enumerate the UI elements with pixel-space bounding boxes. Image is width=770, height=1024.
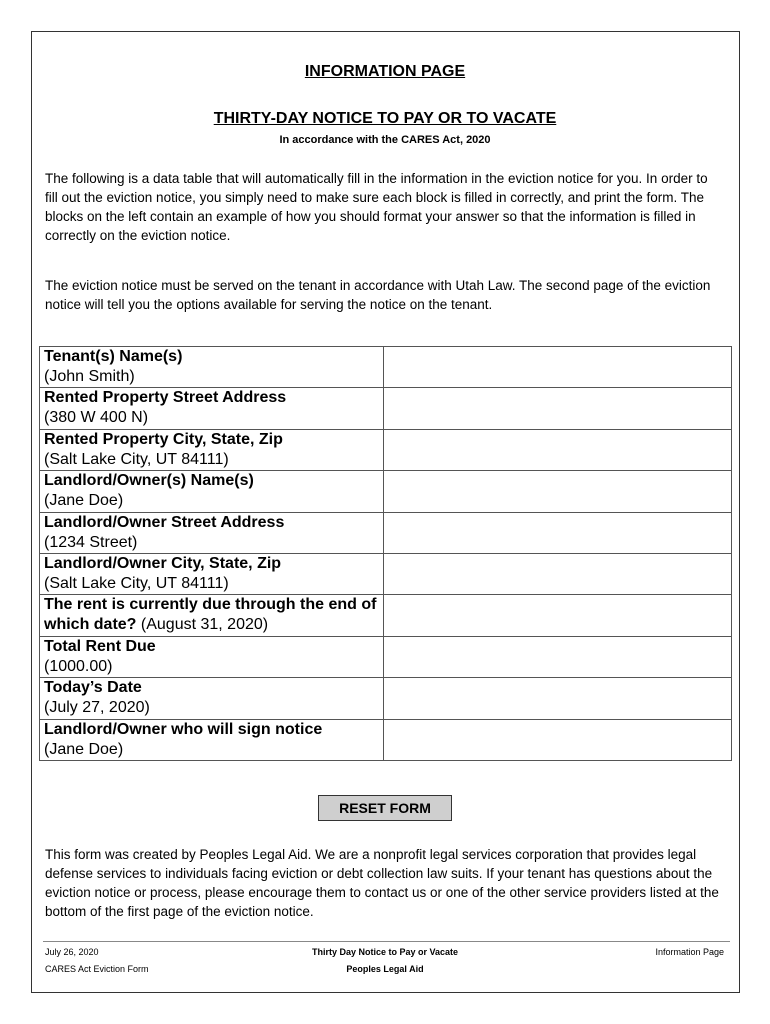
row-label-cell bbox=[40, 678, 384, 719]
info-table bbox=[39, 346, 732, 761]
row-label-cell bbox=[40, 636, 384, 677]
field-label: Landlord/Owner(s) Name(s) bbox=[44, 472, 254, 490]
field-example: (Jane Doe) bbox=[44, 492, 124, 510]
landlord-name-field[interactable] bbox=[384, 471, 732, 512]
field-example: (John Smith) bbox=[44, 368, 135, 385]
field-label: Rented Property City, State, Zip bbox=[44, 430, 283, 448]
row-label-cell bbox=[40, 553, 384, 594]
field-example: (July 27, 2020) bbox=[44, 699, 150, 717]
field-example: (Salt Lake City, UT 84111) bbox=[44, 450, 229, 468]
intro-paragraph-2: The eviction notice must be served on the tenant in accordance with Utah Law. The second page of the eviction notice will tell you the options available for serving the notice on the tenant. bbox=[45, 278, 711, 312]
page-title: INFORMATION PAGE bbox=[304, 63, 466, 80]
row-label-cell bbox=[40, 595, 384, 636]
todays-date-field[interactable] bbox=[384, 678, 732, 719]
signer-name-field[interactable] bbox=[384, 719, 732, 760]
field-example: (1000.00) bbox=[44, 657, 113, 675]
table-row bbox=[40, 636, 732, 677]
field-label: Total Rent Due bbox=[44, 637, 156, 655]
table-row bbox=[40, 471, 732, 512]
notice-title: THIRTY-DAY NOTICE TO PAY OR TO VACATE bbox=[213, 110, 557, 127]
row-label-cell bbox=[40, 512, 384, 553]
notice-subtitle: In accordance with the CARES Act, 2020 bbox=[279, 134, 491, 146]
footer-doc-title: Thirty Day Notice to Pay or Vacate bbox=[311, 947, 459, 957]
row-label-cell bbox=[40, 388, 384, 429]
row-label-cell bbox=[40, 347, 384, 388]
field-label: Tenant(s) Name(s) bbox=[44, 348, 183, 365]
footer-form-name: CARES Act Eviction Form bbox=[45, 964, 149, 974]
table-row bbox=[40, 429, 732, 470]
rent-due-date-field[interactable] bbox=[384, 595, 732, 636]
property-street-field[interactable] bbox=[384, 388, 732, 429]
field-label: Landlord/Owner who will sign notice bbox=[44, 720, 323, 738]
field-label: The rent is currently due through the end of which date? bbox=[44, 596, 377, 634]
field-label: Landlord/Owner City, State, Zip bbox=[44, 554, 282, 572]
landlord-street-field[interactable] bbox=[384, 512, 732, 553]
tenant-name-field[interactable] bbox=[384, 347, 732, 388]
row-label-cell bbox=[40, 429, 384, 470]
row-label-cell bbox=[40, 471, 384, 512]
field-label: Rented Property Street Address bbox=[44, 389, 287, 407]
field-example: (380 W 400 N) bbox=[44, 409, 149, 427]
intro-paragraph-1: The following is a data table that will automatically fill in the information in the eviction notice for you. In order to fill out the eviction notice, you simply need to make sure each block is filled in correctly, and print the form. The blocks on the left contain an example of how you should format your answer so that the information is filled in correctly on the eviction notice. bbox=[45, 171, 708, 243]
table-row bbox=[40, 388, 732, 429]
table-row bbox=[40, 512, 732, 553]
field-label: Landlord/Owner Street Address bbox=[44, 513, 285, 531]
field-example: (August 31, 2020) bbox=[140, 616, 269, 634]
property-city-field[interactable] bbox=[384, 429, 732, 470]
total-rent-field[interactable] bbox=[384, 636, 732, 677]
footer-date: July 26, 2020 bbox=[45, 947, 99, 957]
footer-org: Peoples Legal Aid bbox=[346, 964, 424, 974]
field-label: Today’s Date bbox=[44, 679, 142, 697]
table-row bbox=[40, 678, 732, 719]
field-example: (1234 Street) bbox=[44, 533, 138, 551]
field-example: (Salt Lake City, UT 84111) bbox=[44, 574, 229, 592]
table-row bbox=[40, 553, 732, 594]
landlord-city-field[interactable] bbox=[384, 553, 732, 594]
row-label-cell bbox=[40, 719, 384, 760]
footer-page-label: Information Page bbox=[655, 947, 724, 957]
field-example: (Jane Doe) bbox=[44, 740, 124, 758]
table-row bbox=[40, 595, 732, 636]
table-row bbox=[40, 347, 732, 388]
closing-paragraph: This form was created by Peoples Legal Aid. We are a nonprofit legal services corporation that provides legal defense services to individuals facing eviction or debt collection law suits. If your tenant has questions about the eviction notice or process, please encourage them to contact us or one of the other service providers listed at the bottom of the first page of the eviction notice. bbox=[45, 847, 719, 919]
reset-form-button[interactable]: RESET FORM bbox=[318, 795, 452, 821]
table-row bbox=[40, 719, 732, 760]
footer-divider bbox=[43, 941, 730, 942]
